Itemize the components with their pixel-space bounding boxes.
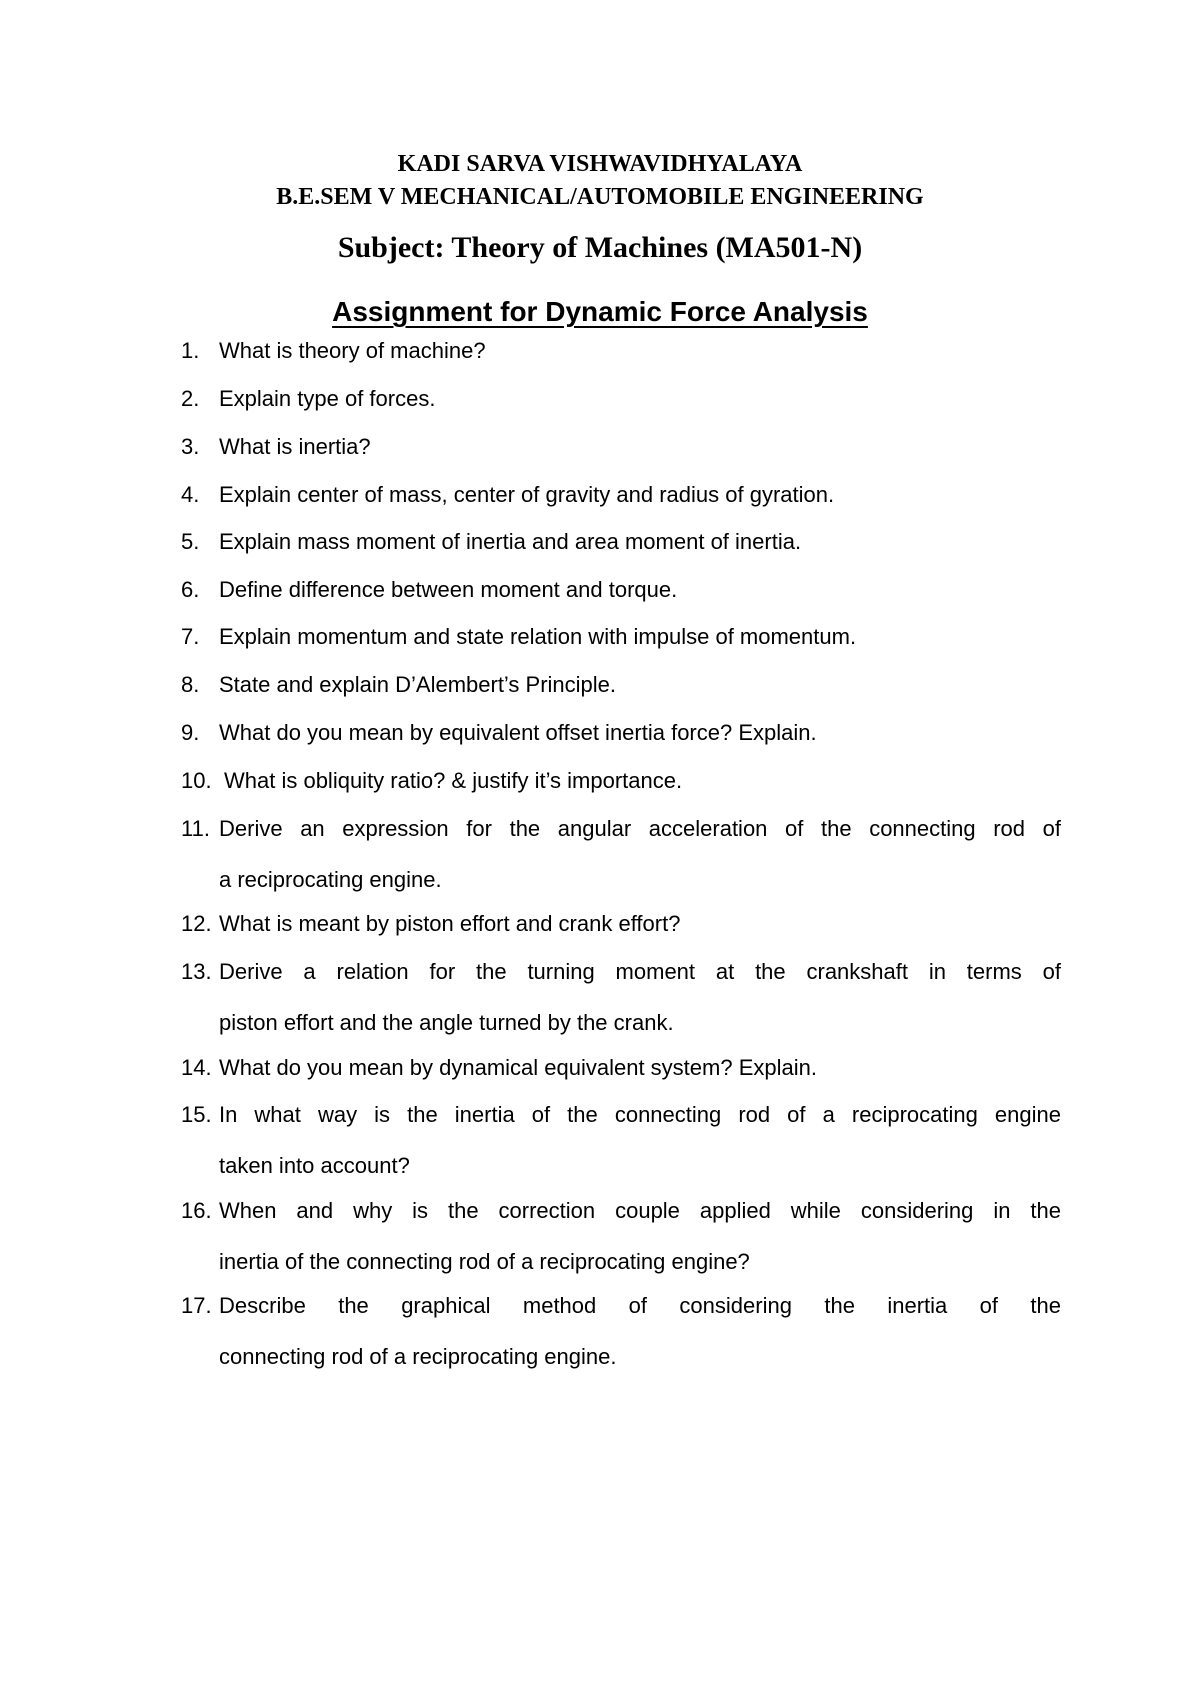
- question-number: 14.: [181, 1055, 212, 1080]
- question-text: What is meant by piston effort and crank effort?: [219, 911, 681, 936]
- question-number: 6.: [181, 577, 200, 602]
- question-number: 12.: [181, 911, 212, 936]
- question-number: 9.: [181, 720, 200, 745]
- question-text: Describe the graphical method of considering the inertia of the: [219, 1293, 1061, 1318]
- question-text-continued: piston effort and the angle turned by the crank.: [219, 1010, 674, 1035]
- question-text-continued: a reciprocating engine.: [219, 867, 442, 892]
- question-text: In what way is the inertia of the connecting rod of a reciprocating engine: [219, 1102, 1061, 1127]
- question-text: Derive a relation for the turning moment at the crankshaft in terms of: [219, 959, 1061, 984]
- question-text: Explain mass moment of inertia and area moment of inertia.: [219, 529, 802, 554]
- question-text: Explain type of forces.: [219, 386, 436, 411]
- question-number: 10.: [181, 768, 212, 793]
- question-number: 17.: [181, 1293, 212, 1318]
- question-text: Explain center of mass, center of gravity and radius of gyration.: [219, 482, 835, 507]
- question-number: 3.: [181, 434, 200, 459]
- question-text: What do you mean by equivalent offset inertia force? Explain.: [219, 720, 817, 745]
- question-text: Explain momentum and state relation with impulse of momentum.: [219, 624, 857, 649]
- question-number: 16.: [181, 1198, 212, 1223]
- question-number: 15.: [181, 1102, 212, 1127]
- question-text: What is theory of machine?: [219, 338, 486, 363]
- university-name: KADI SARVA VISHWAVIDHYALAYA: [397, 151, 803, 177]
- question-text: What is obliquity ratio? & justify it’s importance.: [224, 768, 683, 793]
- question-text: State and explain D’Alembert’s Principle.: [219, 672, 617, 697]
- question-text: What do you mean by dynamical equivalent system? Explain.: [219, 1055, 817, 1080]
- question-number: 4.: [181, 482, 200, 507]
- question-number: 11.: [181, 816, 210, 841]
- question-text: Define difference between moment and torque.: [219, 577, 678, 602]
- question-number: 8.: [181, 672, 200, 697]
- question-text-continued: taken into account?: [219, 1153, 410, 1178]
- assignment-title: Assignment for Dynamic Force Analysis: [332, 296, 868, 327]
- question-text: Derive an expression for the angular acceleration of the connecting rod of: [219, 816, 1061, 841]
- question-number: 2.: [181, 386, 200, 411]
- question-text: What is inertia?: [219, 434, 371, 459]
- question-number: 13.: [181, 959, 212, 984]
- subject-line: Subject: Theory of Machines (MA501-N): [337, 231, 863, 264]
- question-text-continued: connecting rod of a reciprocating engine.: [219, 1344, 617, 1369]
- department-line: B.E.SEM V MECHANICAL/AUTOMOBILE ENGINEERING: [276, 184, 924, 210]
- question-number: 5.: [181, 529, 200, 554]
- question-number: 1.: [181, 338, 200, 363]
- question-number: 7.: [181, 624, 200, 649]
- question-text-continued: inertia of the connecting rod of a reciprocating engine?: [219, 1249, 750, 1274]
- question-text: When and why is the correction couple applied while considering in the: [219, 1198, 1061, 1223]
